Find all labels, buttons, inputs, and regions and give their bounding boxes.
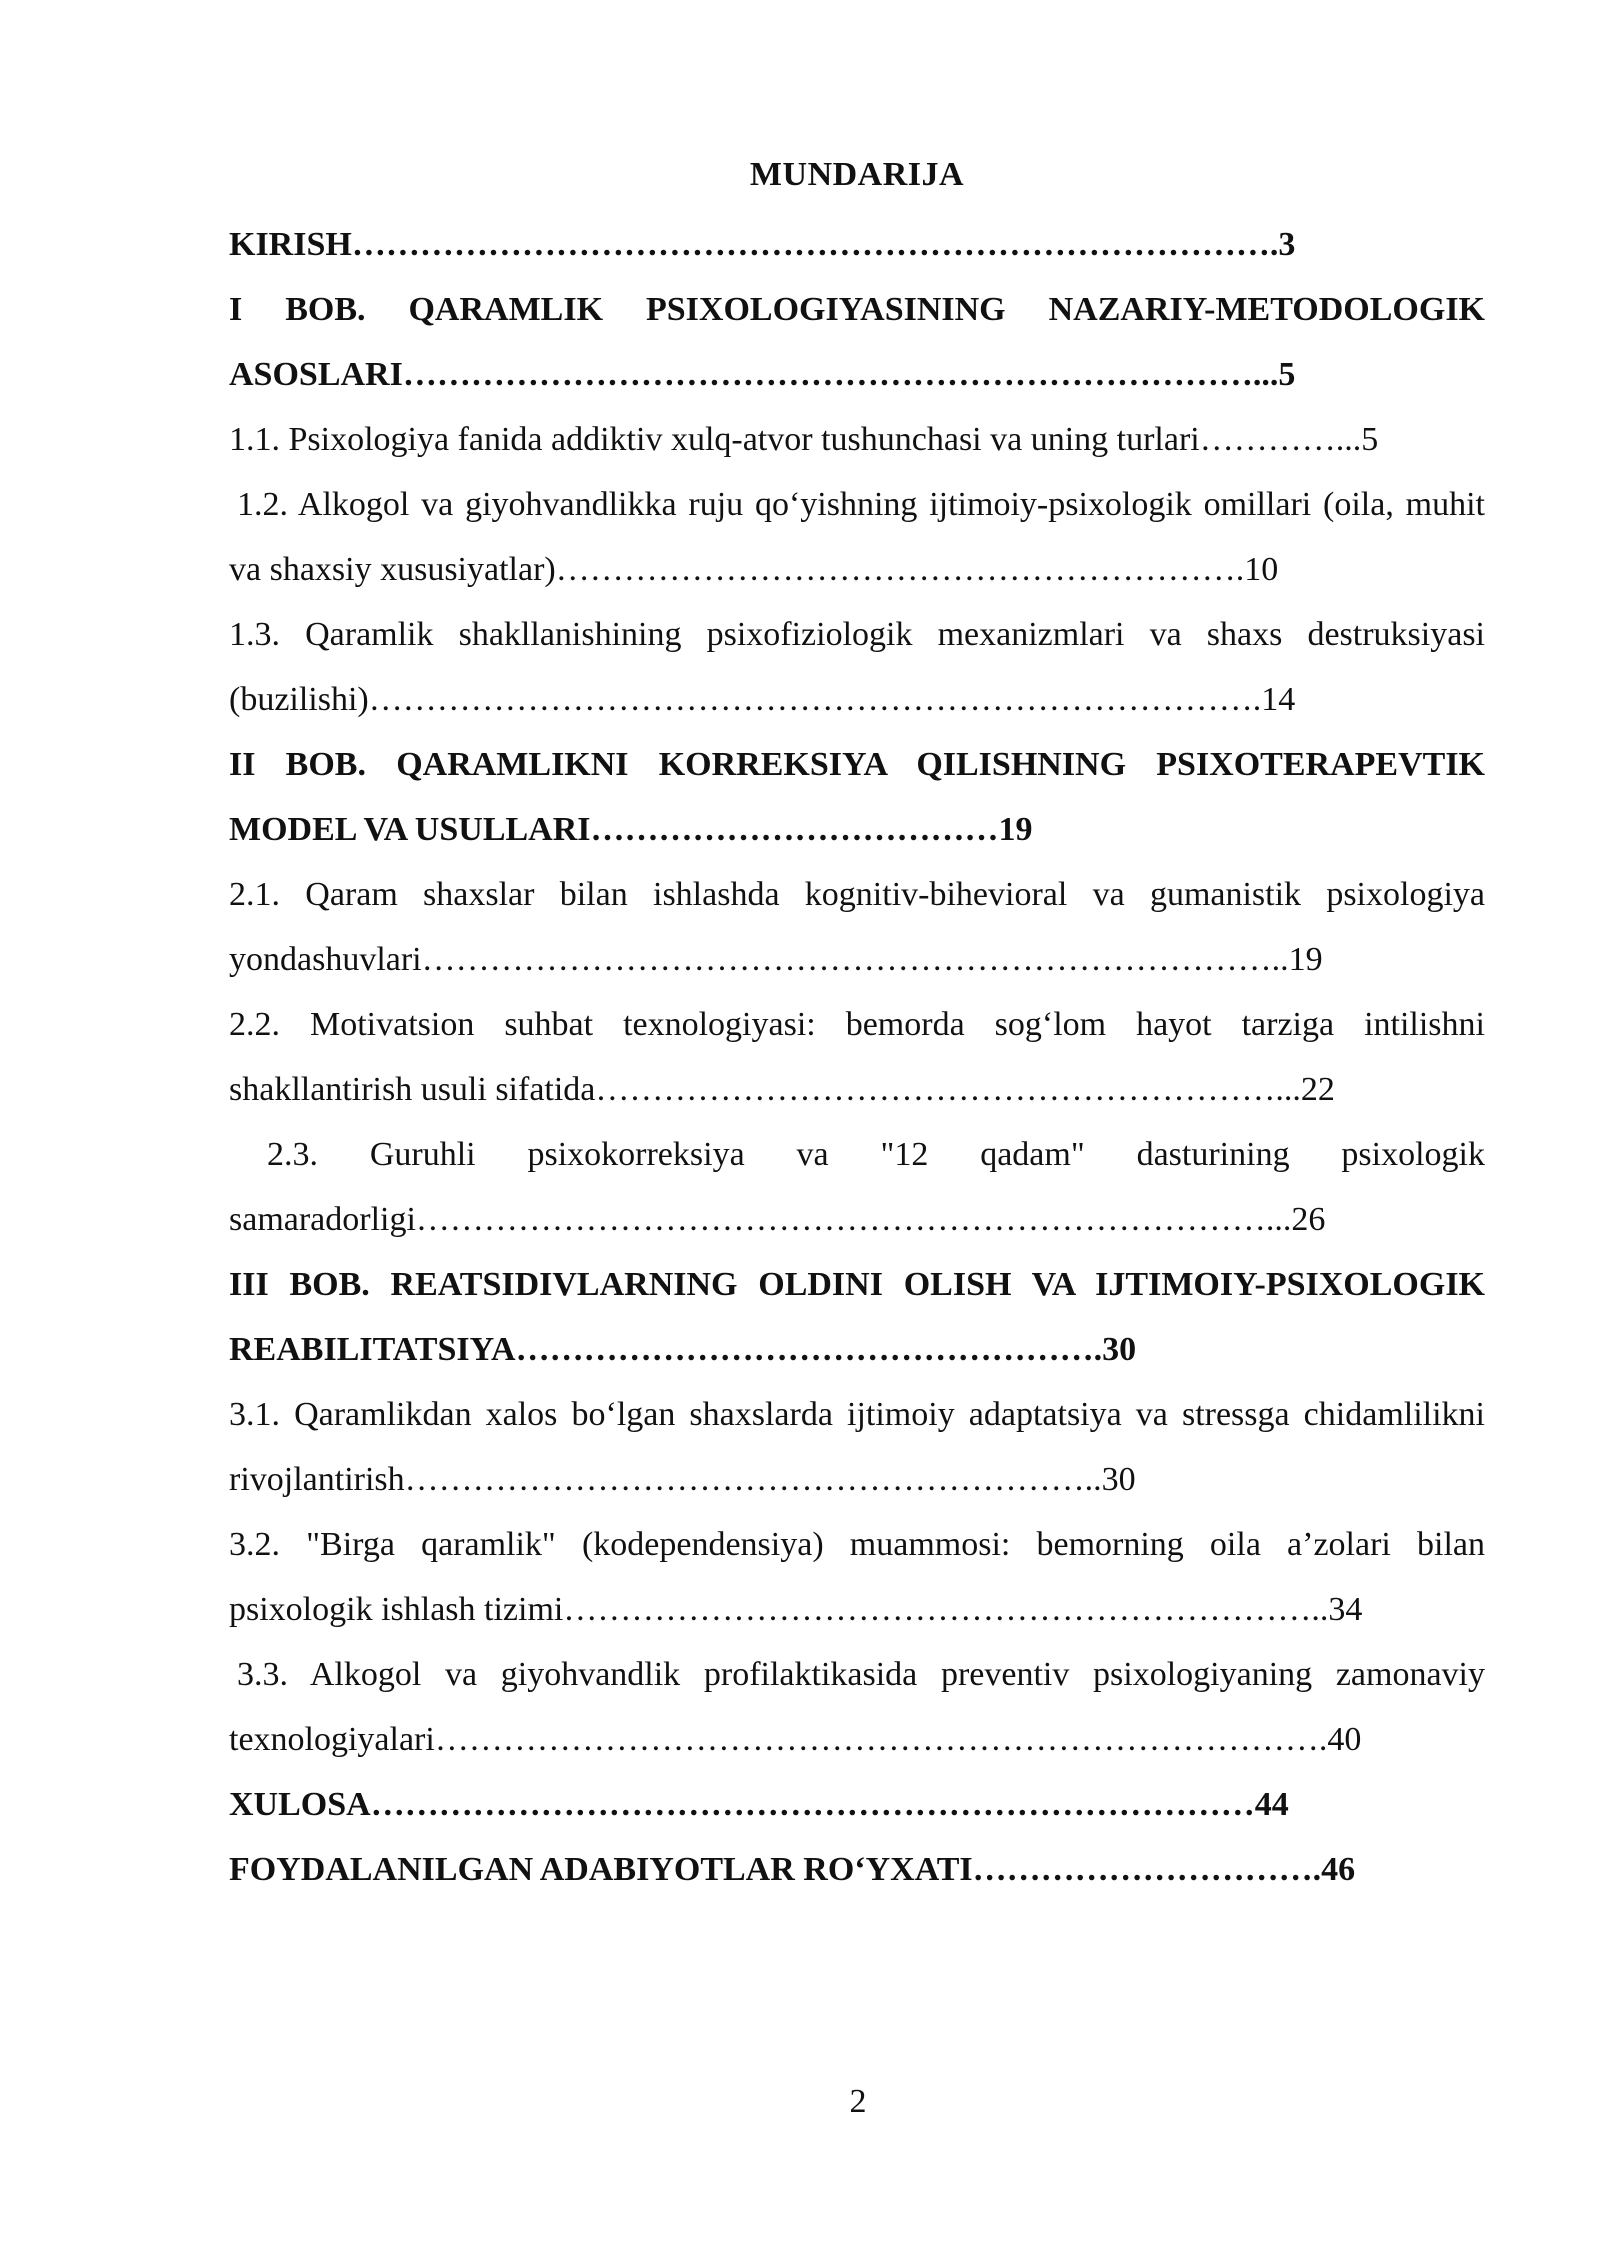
toc-entry-3-1: 3.1. Qaramlikdan xalos bo‘lgan shaxslarda ijtimoiy adaptatsiya va stressga chidamlilikni rivojlantirish……………………………………………………..30	[229, 1396, 1485, 1498]
toc-entry-xulosa: XULOSA……………………………………………………………………44	[229, 1786, 1289, 1823]
toc-entry-2-1: 2.1. Qaram shaxslar bilan ishlashda kognitiv-bihevioral va gumanistik psixologiya yondashuvlari…………………………………………………………………..19	[229, 876, 1485, 978]
toc-entry-3-3: 3.3. Alkogol va giyohvandlik profilaktikasida preventiv psixologiyaning zamonaviy texnologiyalari…………………………………………………………………….40	[229, 1656, 1485, 1758]
toc-entry-chapter-3: III BOB. REATSIDIVLARNING OLDINI OLISH VA IJTIMOIY-PSIXOLOGIK REABILITATSIYA…………………………………………….30	[229, 1266, 1485, 1368]
toc-entry-3-2: 3.2. "Birga qaramlik" (kodependensiya) muammosi: bemorning oila a’zolari bilan psixologik ishlash tizimi…………………………………………………………..34	[229, 1526, 1485, 1628]
toc-entry-1-3: 1.3. Qaramlik shakllanishining psixofiziologik mexanizmlari va shaxs destruksiyasi (buzilishi)…………………………………………………………………….14	[229, 616, 1485, 718]
toc-title: MUNDARIJA	[749, 156, 965, 193]
toc-entry-kirish: KIRISH……………………………………………………………………….3	[229, 226, 1296, 263]
toc-entry-2-3: 2.3. Guruhli psixokorreksiya va "12 qadam" dasturining psixologik samaradorligi…………………………………………………………………...26	[229, 1136, 1485, 1238]
toc-entry-1-1: 1.1. Psixologiya fanida addiktiv xulq-atvor tushunchasi va uning turlari…………...5	[229, 421, 1379, 458]
toc-entry-references: FOYDALANILGAN ADABIYOTLAR RO‘YXATI………………………….46	[229, 1851, 1356, 1888]
toc-entry-2-2: 2.2. Motivatsion suhbat texnologiyasi: bemorda sog‘lom hayot tarziga intilishni shakllantirish usuli sifatida……………………………………………………...22	[229, 1006, 1485, 1108]
toc-entry-chapter-1: I BOB. QARAMLIK PSIXOLOGIYASINING NAZARIY-METODOLOGIK ASOSLARI…………………………………………………………………...5	[229, 291, 1485, 393]
table-of-contents	[229, 148, 1485, 1902]
page-number: 2	[849, 2083, 867, 2120]
toc-entry-1-2: 1.2. Alkogol va giyohvandlikka ruju qo‘yishning ijtimoiy-psixologik omillari (oila, muhit va shaxsiy xususiyatlar)…………………………………………………….10	[229, 486, 1485, 588]
toc-entry-chapter-2: II BOB. QARAMLIKNI KORREKSIYA QILISHNING PSIXOTERAPEVTIK MODEL VA USULLARI………………………………19	[229, 746, 1485, 848]
